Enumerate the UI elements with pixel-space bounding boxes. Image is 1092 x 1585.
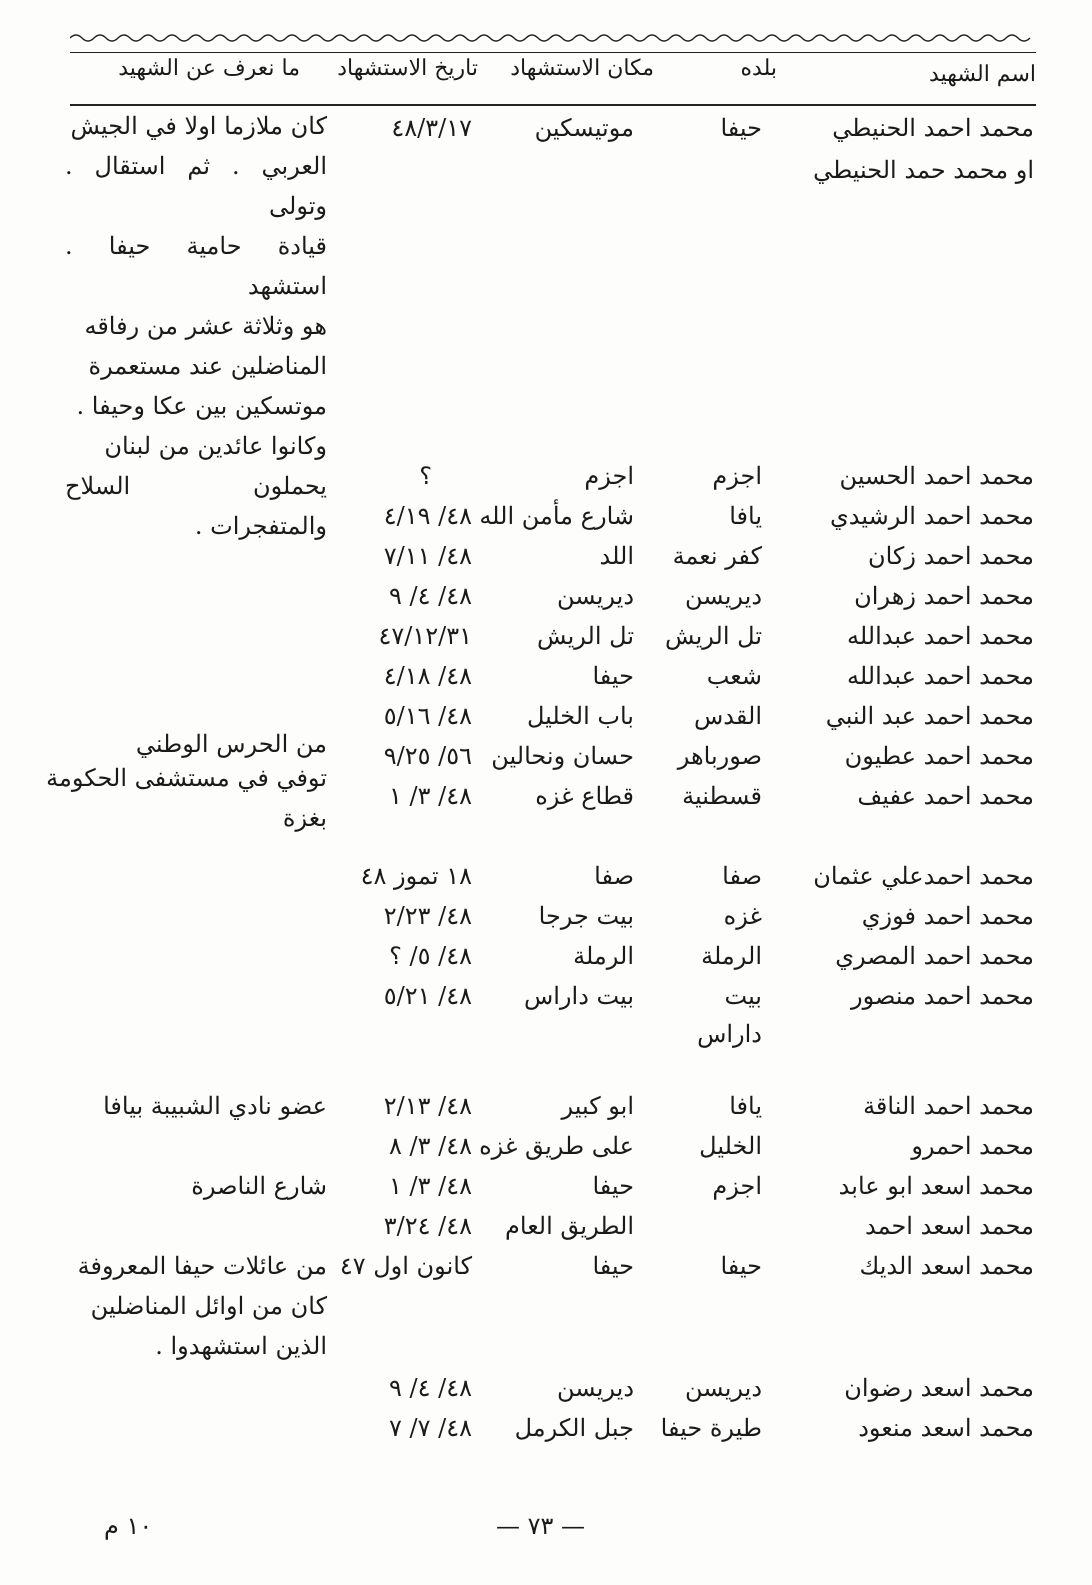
martyr-note: كان من اوائل المناضلين: [90, 1292, 327, 1320]
martyr-name: محمد احمد الحنيطي: [832, 114, 1034, 142]
martyr-town: ديريسن: [685, 582, 762, 610]
martyr-town: صفا: [722, 862, 762, 890]
martyr-place: بيت داراس: [523, 982, 634, 1010]
table-row: [0, 1014, 1092, 1054]
martyr-note: الذين استشهدوا .: [155, 1332, 327, 1360]
martyr-date: ٤٨/ ٣/ ١: [389, 782, 472, 810]
martyr-town: قسطنية: [682, 782, 762, 810]
martyr-date: ١٨ تموز ٤٨: [360, 862, 472, 890]
table-row: [0, 456, 1092, 496]
column-header-about: ما نعرف عن الشهيد: [118, 56, 300, 81]
martyr-place: ابو كبير: [561, 1092, 634, 1120]
martyr-place: اللد: [599, 542, 634, 570]
martyr-name: محمد اسعد ابو عابد: [838, 1172, 1034, 1200]
martyr-date: ٤٨/ ٤/ ٩: [389, 582, 472, 610]
table-row: [0, 108, 1092, 148]
martyr-town: القدس: [693, 702, 762, 730]
martyr-town: اجزم: [712, 1172, 762, 1200]
martyr-name: محمد احمد عفيف: [857, 782, 1034, 810]
martyr-name: محمد احمد عطيون: [844, 742, 1034, 770]
table-row: [0, 1246, 1092, 1286]
martyr-date: ٤٨/ ٣/٢٤: [383, 1212, 472, 1240]
martyr-place: باب الخليل: [526, 702, 634, 730]
martyr-name: محمد احمد عبد النبي: [825, 702, 1034, 730]
martyr-name: محمد احمد عبدالله: [846, 662, 1034, 690]
martyr-town: الخليل: [699, 1132, 762, 1160]
martyr-name: محمد اسعد رضوان: [844, 1374, 1034, 1402]
martyr-date: ٤٨/٣/١٧: [391, 114, 472, 142]
martyr-name: محمد احمد الرشيدي: [829, 502, 1034, 530]
martyr-place: بيت جرجا: [538, 902, 634, 930]
martyr-place: شارع مأمن الله: [479, 502, 634, 530]
martyr-place: موتيسكين: [534, 114, 634, 142]
martyr-town: كفر نعمة: [672, 542, 762, 570]
martyr-town: تل الريش: [665, 622, 762, 650]
note-line: كان ملازما اولا في الجيش: [70, 112, 327, 140]
decorative-wavy-rule: [70, 30, 1036, 46]
table-row: [0, 1408, 1092, 1448]
martyr-place: حسان ونحالين: [491, 742, 634, 770]
page-number: — ٧٣ —: [496, 1512, 586, 1540]
martyr-place: على طريق غزه: [479, 1132, 634, 1160]
martyr-town: يافا: [729, 502, 762, 530]
table-row: [0, 1126, 1092, 1166]
martyr-date: ٤٨/ ٥/١٦: [383, 702, 472, 730]
table-row: [0, 1368, 1092, 1408]
table-row: [0, 1286, 1092, 1326]
martyr-place: حيفا: [592, 662, 634, 690]
martyr-place: الطريق العام: [505, 1212, 634, 1240]
table-row: [0, 936, 1092, 976]
martyr-name: محمد احمد الحسين: [839, 462, 1034, 490]
martyr-date: ٤٨/ ٧/١١: [383, 542, 472, 570]
column-header-town: بلده: [740, 56, 777, 81]
note-line: العربي . ثم استقال . وتولى: [65, 152, 327, 220]
note-line: المناضلين عند مستعمرة: [88, 352, 327, 380]
martyr-note: من عائلات حيفا المعروفة: [77, 1252, 327, 1280]
table-row: [0, 576, 1092, 616]
martyr-town: شعب: [706, 662, 762, 690]
note-line: موتسكين بين عكا وحيفا .: [76, 392, 327, 420]
martyr-town: صورباهر: [677, 742, 762, 770]
martyr-date: ٤٨/ ٥/٢١: [383, 982, 472, 1010]
martyr-date: ٤٨/ ٢/٢٣: [383, 902, 472, 930]
martyr-date: ؟: [419, 462, 432, 490]
table-row: [0, 896, 1092, 936]
table-row: [0, 1326, 1092, 1366]
martyr-date: كانون اول ٤٧: [339, 1252, 472, 1280]
note-line: قيادة حامية حيفا . استشهد: [65, 232, 327, 300]
martyr-place: اجزم: [584, 462, 634, 490]
martyr-place: حيفا: [592, 1252, 634, 1280]
table-row: [0, 616, 1092, 656]
header-top-rule: [70, 52, 1036, 53]
table-row: [0, 976, 1092, 1016]
note-line: هو وثلاثة عشر من رفاقه: [84, 312, 327, 340]
table-row: [0, 150, 1092, 190]
martyr-name: محمد اسعد منعود: [858, 1414, 1034, 1442]
martyr-date: ٤٨/ ٤/١٨: [383, 662, 472, 690]
martyr-place: ديريسن: [557, 1374, 634, 1402]
martyr-town: يافا: [729, 1092, 762, 1120]
martyr-date: ٤٨/ ٧/ ٧: [389, 1414, 472, 1442]
table-row: [0, 1086, 1092, 1126]
table-row: [0, 656, 1092, 696]
martyr-town: الرملة: [701, 942, 762, 970]
martyr-place: ديريسن: [557, 582, 634, 610]
martyr-place: قطاع غزه: [535, 782, 634, 810]
martyr-date: ٤٨/ ٤/ ٩: [389, 1374, 472, 1402]
martyr-date: ٤٨/ ٣/ ١: [389, 1172, 472, 1200]
column-header-date: تاريخ الاستشهاد: [337, 56, 478, 81]
martyr-place: جبل الكرمل: [514, 1414, 634, 1442]
martyr-town: حيفا: [720, 1252, 762, 1280]
martyr-name: او محمد حمد الحنيطي: [813, 156, 1034, 184]
martyr-town: حيفا: [720, 114, 762, 142]
table-row: [0, 776, 1092, 832]
table-row: [0, 856, 1092, 896]
martyr-town: طيرة حيفا: [660, 1414, 762, 1442]
table-row: [0, 496, 1092, 536]
martyr-name: محمد احمد منصور: [851, 982, 1034, 1010]
martyr-note: بغزة: [282, 804, 327, 832]
martyr-name: محمد احمد المصري: [835, 942, 1034, 970]
martyr-place: الرملة: [573, 942, 634, 970]
martyr-note: عضو نادي الشبيبة بيافا: [103, 1092, 327, 1120]
martyr-place: حيفا: [592, 1172, 634, 1200]
martyr-name: محمد احمد فوزي: [861, 902, 1034, 930]
martyr-place: تل الريش: [537, 622, 634, 650]
note-line: يحملون السلاح والمتفجرات .: [65, 472, 327, 540]
martyr-date: ٤٨/ ٤/١٩: [383, 502, 472, 530]
martyr-name: محمد احمد زكان: [867, 542, 1034, 570]
martyr-name: محمد احمد الناقة: [863, 1092, 1034, 1120]
martyr-town: بيت: [724, 982, 762, 1010]
martyr-town: داراس: [697, 1020, 762, 1048]
martyr-date: ٥٦/ ٩/٢٥: [383, 742, 472, 770]
martyr-date: ٤٨/ ٢/١٣: [383, 1092, 472, 1120]
martyr-place: صفا: [594, 862, 634, 890]
table-row: [0, 1206, 1092, 1246]
martyr-name: محمد اسعد احمد: [864, 1212, 1034, 1240]
footer-signature: ١٠ م: [104, 1512, 153, 1540]
column-header-name: اسم الشهيد: [929, 62, 1036, 87]
martyr-name: محمد احمرو: [911, 1132, 1034, 1160]
martyr-note: شارع الناصرة: [191, 1172, 327, 1200]
column-header-place: مكان الاستشهاد: [510, 56, 654, 81]
martyr-town: ديريسن: [685, 1374, 762, 1402]
martyr-town: اجزم: [712, 462, 762, 490]
martyr-date: ٤٧/١٢/٣١: [378, 622, 472, 650]
note-line: وكانوا عائدين من لبنان: [104, 432, 327, 460]
martyr-note: توفي في مستشفى الحكومة: [46, 764, 327, 792]
table-row: [0, 736, 1092, 792]
martyr-name: محمد اسعد الديك: [859, 1252, 1034, 1280]
martyr-date: ٤٨/ ٥/ ؟: [389, 942, 472, 970]
table-row: [0, 536, 1092, 576]
martyr-note: من الحرس الوطني: [135, 730, 327, 758]
martyr-name: محمد احمدعلي عثمان: [813, 862, 1034, 890]
martyr-name: محمد احمد عبدالله: [846, 622, 1034, 650]
martyr-town: غزه: [723, 902, 762, 930]
table-row: [0, 1166, 1092, 1206]
martyr-name: محمد احمد زهران: [854, 582, 1034, 610]
martyr-date: ٤٨/ ٣/ ٨: [389, 1132, 472, 1160]
